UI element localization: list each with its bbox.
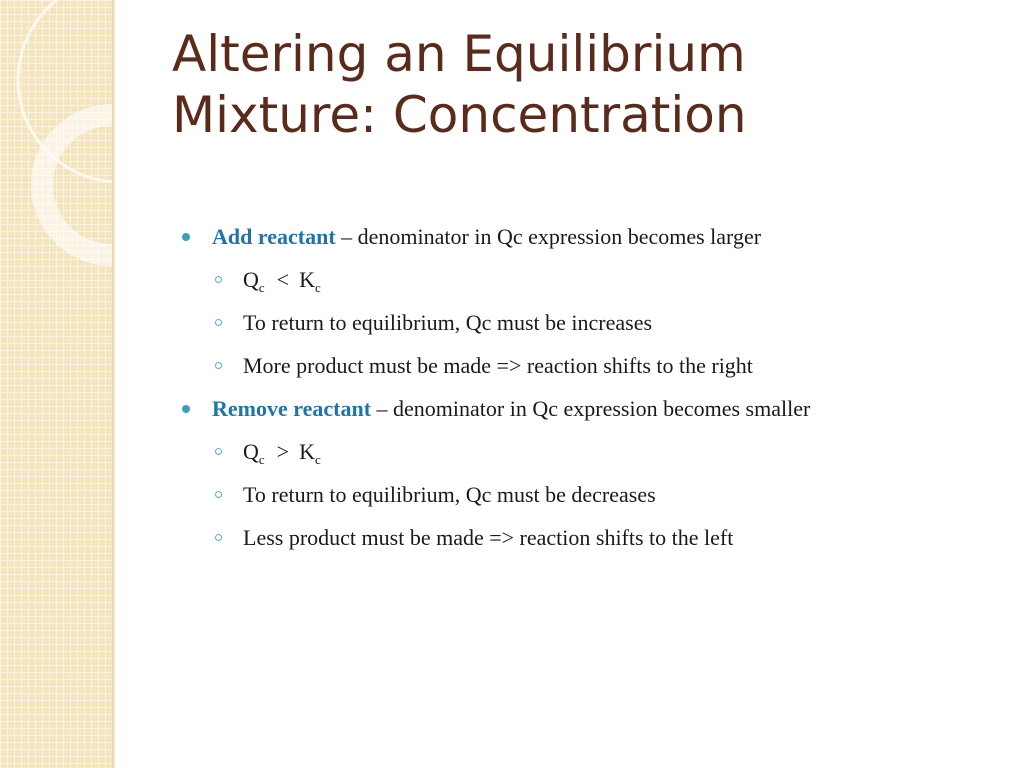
sidebar-edge — [112, 0, 115, 768]
sub-bullet — [182, 351, 1002, 394]
relation-right: K — [299, 439, 315, 464]
slide-title-line-1: Altering an Equilibrium — [172, 25, 746, 83]
slide-body — [182, 222, 1002, 566]
bullet-term: Add reactant — [212, 224, 336, 249]
decorative-rings — [0, 0, 112, 768]
ring-bullet-icon — [215, 448, 222, 455]
relation-left-subscript: c — [258, 452, 265, 467]
ring-bullet-icon — [215, 491, 222, 498]
sub-bullet-relation — [182, 437, 1002, 480]
bullet-add-reactant — [182, 222, 1002, 265]
relation-left-subscript: c — [258, 280, 265, 295]
relation-right-subscript: c — [314, 452, 321, 467]
relation-right: K — [299, 267, 315, 292]
filled-bullet-icon — [182, 405, 190, 413]
sub-bullet-text: To return to equilibrium, Qc must be increases — [243, 310, 653, 335]
slide-title — [172, 24, 992, 146]
slide-title-line-2: Mixture: Concentration — [172, 86, 747, 144]
sub-bullet — [182, 523, 1002, 566]
sub-bullet — [182, 480, 1002, 523]
ring-bullet-icon — [215, 276, 222, 283]
decorative-ring-bottom — [42, 115, 112, 255]
relation-left: Q — [243, 267, 259, 292]
sub-bullet-text: More product must be made => reaction shifts to the right — [243, 353, 753, 378]
bullet-text: – denominator in Qc expression becomes larger — [335, 224, 762, 249]
bullet-text: – denominator in Qc expression becomes smaller — [371, 396, 811, 421]
sub-bullet-relation — [182, 265, 1002, 308]
decorative-sidebar — [0, 0, 112, 768]
sub-bullet — [182, 308, 1002, 351]
bullet-term: Remove reactant — [212, 396, 372, 421]
sub-bullet-text: To return to equilibrium, Qc must be decreases — [243, 482, 656, 507]
ring-bullet-icon — [215, 534, 222, 541]
bullet-remove-reactant — [182, 394, 1002, 437]
decorative-ring-top — [18, 0, 112, 182]
filled-bullet-icon — [182, 233, 190, 241]
relation-operator: < — [276, 267, 290, 292]
relation-right-subscript: c — [314, 280, 321, 295]
ring-bullet-icon — [215, 319, 222, 326]
relation-left: Q — [243, 439, 259, 464]
relation-operator: > — [276, 439, 290, 464]
ring-bullet-icon — [215, 362, 222, 369]
sub-bullet-text: Less product must be made => reaction shifts to the left — [243, 525, 734, 550]
